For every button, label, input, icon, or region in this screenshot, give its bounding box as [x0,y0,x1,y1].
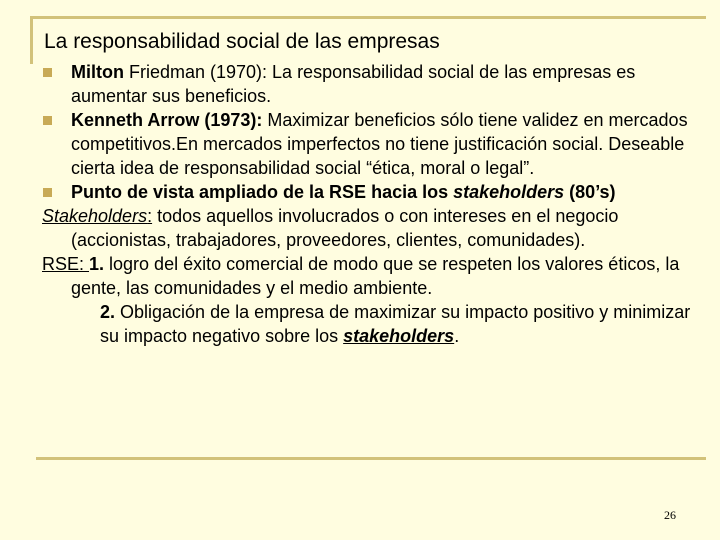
stakeholders-term: Stakeholders: [42,206,153,226]
rse-definition-2: 2. Obligación de la empresa de maximizar su impacto positivo y minimizar su impacto negativo sobre los stakeholders. [100,302,691,346]
bullet-bold-italic-term: stakeholders [453,182,565,202]
bullet-text: Friedman (1970): La responsabilidad social de las empresas es aumentar sus beneficios. [71,62,636,106]
bullet-bold-tail: (80’s) [564,182,616,202]
bullet-item-rse-view [42,180,702,204]
frame-bottom-line [36,457,706,460]
rse-item-1-text: logro del éxito comercial de modo que se respeten los valores éticos, la gente, las comunidades y el medio ambiente. [71,254,680,298]
bullet-bold-lead: Kenneth Arrow (1973): [71,110,263,130]
page-number: 26 [664,508,676,522]
frame-top-line [30,16,706,19]
slide-title: La responsabilidad social de las empresas [44,30,440,53]
bullet-item-arrow [42,108,702,180]
stakeholders-text: todos aquellos involucrados o con intereses en el negocio (accionistas, trabajadores, proveedores, clientes, comunidades). [71,206,619,250]
rse-item-1-number: 1. [89,254,105,274]
rse-item-2-term: stakeholders [343,326,455,346]
bullet-item-friedman [42,60,702,108]
bullet-bold-lead: Milton [71,62,124,82]
frame-left-line [30,16,33,64]
bullet-bold-lead: Punto de vista ampliado de la RSE hacia los [71,182,454,202]
rse-item-2-number: 2. [100,302,116,322]
rse-definition-1 [42,252,702,300]
square-bullet-icon [43,68,52,77]
slide-content [42,60,702,348]
rse-item-2-text: Obligación de la empresa de maximizar su impacto positivo y minimizar su impacto negativo sobre los [100,302,691,346]
square-bullet-icon [43,188,52,197]
rse-term: RSE: [42,254,90,274]
stakeholders-definition [42,204,702,252]
bullet-text: Maximizar beneficios sólo tiene validez en mercados competitivos.En mercados imperfectos no tiene justificación social. Deseable cierta idea de responsabilidad social “ética, moral o legal”. [71,110,688,178]
square-bullet-icon [43,116,52,125]
